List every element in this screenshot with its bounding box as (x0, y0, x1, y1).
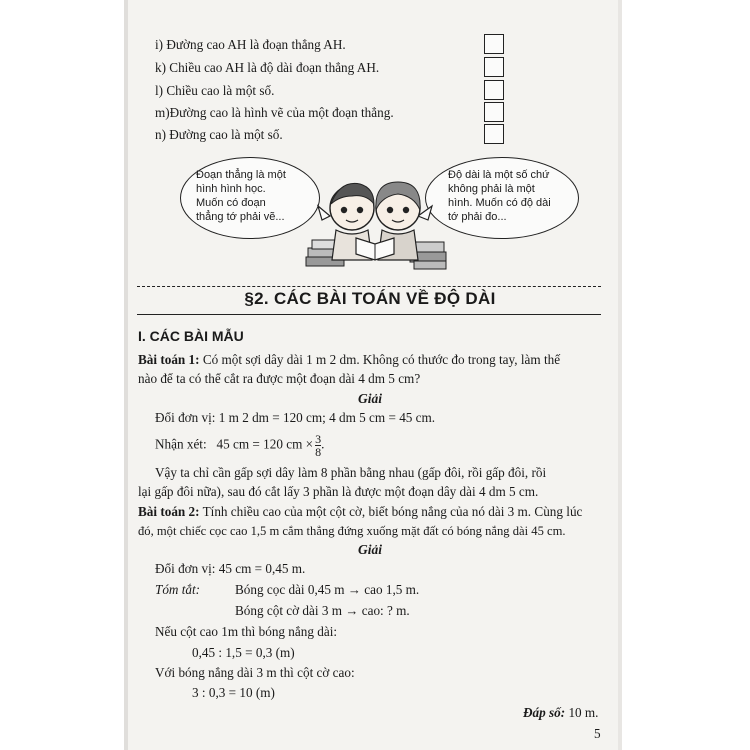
problem2-summary2: Bóng cột cờ dài 3 m → cao: ? m. (235, 603, 410, 618)
fraction-numerator: 3 (315, 432, 322, 446)
problem1-solution-label: Giải (357, 391, 382, 406)
problem2-label: Bài toán 2: (138, 504, 200, 519)
problem1-remark-label: Nhận xét: (155, 436, 207, 452)
checkbox-m[interactable] (484, 102, 504, 122)
problem1-remark-expr: 45 cm = 120 cm × (216, 436, 314, 452)
fraction-denominator: 8 (315, 445, 322, 459)
problem2-step2: Với bóng nắng dài 3 m thì cột cờ cao: (155, 665, 355, 680)
answer-value: 10 m. (565, 705, 599, 720)
problem2-convert: Đổi đơn vị: 45 cm = 0,45 m. (155, 561, 306, 576)
checkbox-k[interactable] (484, 57, 504, 77)
problem2-calc2: 3 : 0,3 = 10 (m) (192, 685, 275, 700)
checklist-item-l: l) Chiều cao là một số. (155, 83, 275, 98)
bubble-right-line-1: Độ dài là một số chứ (448, 169, 550, 181)
bubble-right-line-4: tớ phải đo... (448, 211, 507, 223)
problem1-conclusion2: lại gấp đôi nữa), sau đó cắt lấy 3 phần là được một đoạn dây dài 4 dm 5 cm. (138, 484, 539, 499)
fraction (315, 433, 321, 458)
bubble-right-line-3: hình. Muốn có độ dài (448, 197, 551, 209)
problem2-calc1: 0,45 : 1,5 = 0,3 (m) (192, 645, 295, 660)
problem2-text2: đó, một chiếc cọc cao 1,5 m cắm thẳng đứng xuống mặt đất có bóng nắng dài 45 cm. (138, 524, 566, 538)
problem2-step1: Nếu cột cao 1m thì bóng nắng dài: (155, 624, 338, 639)
problem1-conclusion1: Vậy ta chỉ cần gấp sợi dây làm 8 phần bằng nhau (gấp đôi, rồi gấp đôi, rồi (155, 465, 547, 480)
answer (523, 705, 598, 721)
problem1-text2: nào để ta có thể cắt ra được một đoạn dài 4 dm 5 cm? (138, 371, 421, 386)
problem2-text1: Tính chiều cao của một cột cờ, biết bóng nắng của nó dài 3 m. Cùng lúc (199, 504, 583, 519)
section-title: §2. CÁC BÀI TOÁN VỀ ĐỘ DÀI (244, 289, 496, 308)
problem2-line1 (138, 504, 582, 520)
problem1-convert: Đổi đơn vị: 1 m 2 dm = 120 cm; 4 dm 5 cm = 45 cm. (155, 410, 436, 425)
checkbox-l[interactable] (484, 80, 504, 100)
checklist-item-i: i) Đường cao AH là đoạn thẳng AH. (155, 37, 346, 52)
children-reading-illustration (300, 168, 460, 278)
problem1-line1 (138, 352, 560, 368)
checkbox-n[interactable] (484, 124, 504, 144)
section-rule-bottom (137, 314, 601, 315)
problem1-text1: Có một sợi dây dài 1 m 2 dm. Không có thước đo trong tay, làm thế (199, 352, 561, 367)
bubble-left-line-2: hình hình học. (196, 183, 266, 195)
bubble-right-line-2: không phải là một (448, 183, 535, 195)
page-number: 5 (594, 726, 601, 741)
section-heading: I. CÁC BÀI MẪU (138, 328, 244, 344)
problem2-summary-label: Tóm tắt: (155, 582, 201, 597)
checklist-item-n: n) Đường cao là một số. (155, 127, 283, 142)
checklist-item-m: m)Đường cao là hình vẽ của một đoạn thẳng. (155, 105, 394, 120)
problem1-remark: Nhận xét: 45 cm = 120 cm × $\frac{3}{8}$ . (155, 432, 325, 459)
answer-label: Đáp số: (523, 705, 566, 720)
checklist-item-k: k) Chiều cao AH là độ dài đoạn thẳng AH. (155, 60, 380, 75)
bubble-left-line-1: Đoạn thẳng là một (196, 169, 286, 181)
section-rule-top (137, 286, 601, 287)
problem2-solution-label: Giải (357, 542, 382, 557)
page-edge-right (618, 0, 622, 750)
bubble-left-line-4: thẳng tớ phải vẽ... (196, 211, 285, 223)
checkbox-i[interactable] (484, 34, 504, 54)
problem2-summary1: Bóng cọc dài 0,45 m → cao 1,5 m. (235, 582, 420, 597)
problem1-label: Bài toán 1: (138, 352, 200, 367)
bubble-left-line-3: Muốn có đoạn (196, 197, 266, 209)
